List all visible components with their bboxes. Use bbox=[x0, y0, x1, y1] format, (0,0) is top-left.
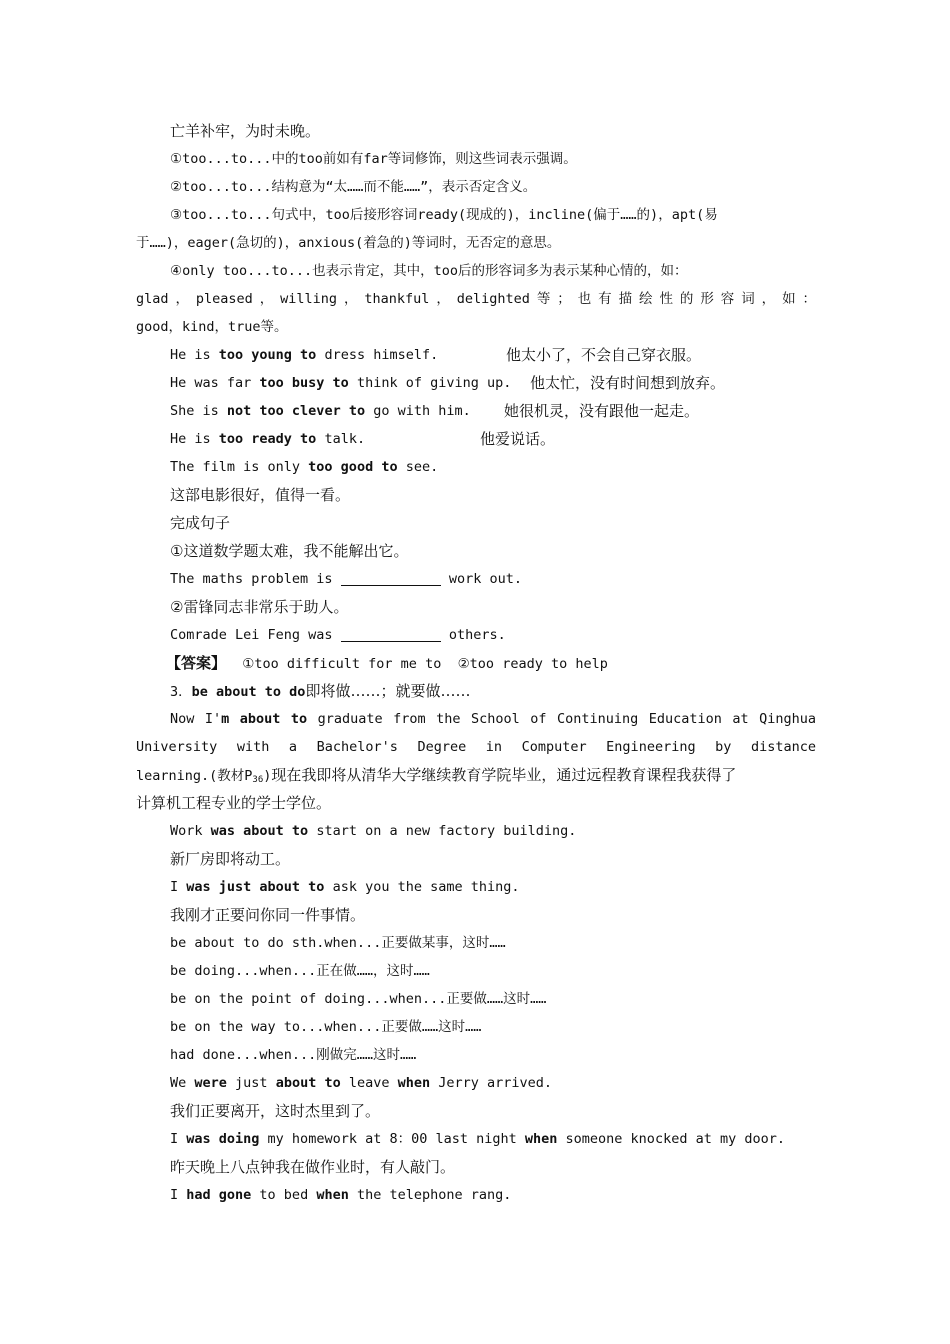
pattern-line: be about to do sth.when...正要做某事，这时…… bbox=[170, 935, 506, 951]
text-line: glad，pleased，willing，thankful，delighted等；也有描绘性的形容词，如： bbox=[136, 291, 816, 307]
exercise-prompt: ②雷锋同志非常乐于助人。 bbox=[170, 598, 349, 616]
pattern-line: be on the point of doing...when...正要做……这时…… bbox=[170, 991, 547, 1007]
note-ready-adjectives: ③too...to...句式中，too后接形容词ready(现成的)，incline(偏于……的)，apt(易 bbox=[170, 207, 718, 223]
example-sentence: He is too ready to talk. bbox=[170, 431, 366, 447]
exercise-sentence: Comrade Lei Feng was others. bbox=[170, 627, 506, 643]
example-sentence: I was just about to ask you the same thing. bbox=[170, 879, 520, 895]
example-sentence: We were just about to leave when Jerry arrived. bbox=[170, 1075, 553, 1091]
answer-blank[interactable] bbox=[341, 571, 441, 586]
text-line: good，kind，true等。 bbox=[136, 319, 288, 335]
pattern-line: be on the way to...when...正要做……这时…… bbox=[170, 1019, 482, 1035]
answer-line: 【答案】 ①too difficult for me to ②too ready to help bbox=[166, 654, 608, 672]
example-translation: 新厂房即将动工。 bbox=[170, 850, 291, 868]
example-sentence: Work was about to start on a new factory building. bbox=[170, 823, 577, 839]
example-translation: 这部电影很好，值得一看。 bbox=[170, 486, 351, 504]
example-sentence: I was doing my homework at 8：00 last night when someone knocked at my door. bbox=[170, 1131, 785, 1147]
pattern-line: be doing...when...正在做……，这时…… bbox=[170, 963, 430, 979]
note-negative-meaning: ②too...to...结构意为“太……而不能……”，表示否定含义。 bbox=[170, 179, 537, 195]
example-translation: 她很机灵，没有跟他一起走。 bbox=[504, 402, 700, 420]
example-translation: 我刚才正要问你同一件事情。 bbox=[170, 906, 366, 924]
answer-blank[interactable] bbox=[341, 627, 441, 642]
example-sentence: I had gone to bed when the telephone rang. bbox=[170, 1187, 512, 1203]
example-sentence: The film is only too good to see. bbox=[170, 459, 439, 475]
text-line: learning.(教材$P_{36}$)现在我即将从清华大学继续教育学院毕业，通过远程教育课程我获得了 bbox=[136, 766, 737, 785]
example-sentence: He is too young to dress himself. bbox=[170, 347, 439, 363]
example-translation: 他太忙，没有时间想到放弃。 bbox=[530, 374, 726, 392]
textbook-sentence: Now I'm about to graduate from the School of Continuing Education at Qinghua bbox=[170, 711, 816, 727]
text-line: 亡羊补牢，为时未晚。 bbox=[170, 122, 321, 140]
pattern-line: had done...when...刚做完……这时…… bbox=[170, 1047, 417, 1063]
example-translation: 他太小了，不会自己穿衣服。 bbox=[506, 346, 702, 364]
example-translation: 我们正要离开，这时杰里到了。 bbox=[170, 1102, 381, 1120]
example-sentence: She is not too clever to go with him. bbox=[170, 403, 471, 419]
text-line: 于……)，eager(急切的)，anxious(着急的)等词时，无否定的意思。 bbox=[136, 235, 561, 251]
exercise-sentence: The maths problem is work out. bbox=[170, 571, 522, 587]
exercise-heading: 完成句子 bbox=[170, 514, 231, 532]
note-far-emphasis: ①too...to...中的too前如有far等词修饰，则这些词表示强调。 bbox=[170, 151, 577, 167]
example-translation: 他爱说话。 bbox=[480, 430, 556, 448]
text-line: University with a Bachelor's Degree in Computer Engineering by distance bbox=[136, 739, 816, 755]
text-line: 计算机工程专业的学士学位。 bbox=[136, 794, 332, 812]
exercise-prompt: ①这道数学题太难，我不能解出它。 bbox=[170, 542, 409, 560]
section-heading: 3．be about to do即将做……；就要做…… bbox=[170, 682, 471, 700]
example-translation: 昨天晚上八点钟我在做作业时，有人敲门。 bbox=[170, 1158, 456, 1176]
note-only-too: ④only too...to...也表示肯定，其中，too后的形容词多为表示某种心情的，如： bbox=[170, 263, 688, 279]
example-sentence: He was far too busy to think of giving up. bbox=[170, 375, 512, 391]
